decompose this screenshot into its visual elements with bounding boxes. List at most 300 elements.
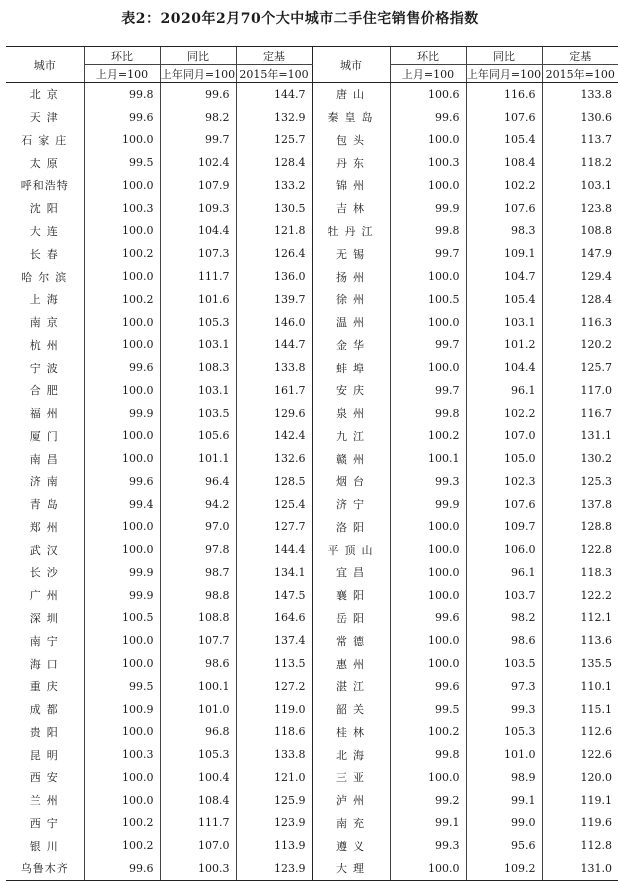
yoy-cell: 98.8 bbox=[160, 584, 236, 607]
base-cell: 128.5 bbox=[236, 470, 312, 493]
base-cell: 119.6 bbox=[542, 812, 618, 835]
yoy-cell: 105.6 bbox=[160, 424, 236, 447]
mom-cell: 99.8 bbox=[390, 402, 466, 425]
base-cell: 118.6 bbox=[236, 720, 312, 743]
city-cell: 太原 bbox=[29, 156, 64, 170]
city-cell: 无锡 bbox=[312, 242, 390, 265]
mom-sub-header: 上月=100 bbox=[84, 65, 160, 83]
city-cell: 济南 bbox=[29, 475, 64, 489]
mom-cell: 100.0 bbox=[390, 311, 466, 334]
base-cell: 147.9 bbox=[542, 242, 618, 265]
base-cell: 146.0 bbox=[236, 311, 312, 334]
city-cell: 泉州 bbox=[312, 402, 390, 425]
mom-cell: 100.2 bbox=[84, 288, 160, 311]
yoy-cell: 107.9 bbox=[160, 174, 236, 197]
mom-cell: 99.6 bbox=[390, 675, 466, 698]
base-cell: 137.4 bbox=[236, 629, 312, 652]
city-cell: 贵阳 bbox=[29, 725, 64, 739]
yoy-cell: 97.8 bbox=[160, 538, 236, 561]
city-cell: 唐山 bbox=[312, 83, 390, 106]
table-row bbox=[6, 333, 618, 356]
yoy-cell: 101.0 bbox=[160, 698, 236, 721]
table-row bbox=[6, 174, 618, 197]
mom-cell: 100.1 bbox=[390, 447, 466, 470]
base-cell: 123.9 bbox=[236, 857, 312, 880]
mom-cell: 99.9 bbox=[84, 584, 160, 607]
yoy-cell: 98.9 bbox=[466, 766, 542, 789]
yoy-cell: 101.1 bbox=[160, 447, 236, 470]
base-cell: 133.8 bbox=[236, 356, 312, 379]
base-cell: 122.6 bbox=[542, 743, 618, 766]
yoy-cell: 111.7 bbox=[160, 265, 236, 288]
yoy-cell: 96.4 bbox=[160, 470, 236, 493]
base-cell: 135.5 bbox=[542, 652, 618, 675]
mom-cell: 99.5 bbox=[390, 698, 466, 721]
mom-cell: 99.8 bbox=[84, 83, 160, 106]
table-row bbox=[6, 447, 618, 470]
base-sub-header: 2015年=100 bbox=[542, 65, 618, 83]
yoy-cell: 107.0 bbox=[160, 834, 236, 857]
table-row bbox=[6, 311, 618, 334]
yoy-cell: 103.7 bbox=[466, 584, 542, 607]
base-cell: 122.8 bbox=[542, 538, 618, 561]
city-cell: 银川 bbox=[29, 839, 64, 853]
base-cell: 133.2 bbox=[236, 174, 312, 197]
base-cell: 123.9 bbox=[236, 812, 312, 835]
city-cell: 丹东 bbox=[312, 151, 390, 174]
city-cell: 兰州 bbox=[29, 794, 64, 808]
city-cell: 包头 bbox=[312, 129, 390, 152]
yoy-cell: 99.0 bbox=[466, 812, 542, 835]
base-cell: 108.8 bbox=[542, 220, 618, 243]
yoy-cell: 98.3 bbox=[466, 220, 542, 243]
yoy-cell: 104.7 bbox=[466, 265, 542, 288]
table-row bbox=[6, 834, 618, 857]
base-cell: 119.0 bbox=[236, 698, 312, 721]
mom-cell: 99.4 bbox=[84, 493, 160, 516]
city-cell: 锦州 bbox=[312, 174, 390, 197]
city-cell: 徐州 bbox=[312, 288, 390, 311]
mom-cell: 100.0 bbox=[84, 311, 160, 334]
city-cell: 九江 bbox=[312, 424, 390, 447]
mom-cell: 100.0 bbox=[390, 652, 466, 675]
mom-sub-header: 上月=100 bbox=[390, 65, 466, 83]
base-cell: 144.7 bbox=[236, 333, 312, 356]
base-cell: 117.0 bbox=[542, 379, 618, 402]
city-cell: 南宁 bbox=[29, 634, 64, 648]
city-cell: 北京 bbox=[29, 88, 64, 102]
city-cell: 洛阳 bbox=[312, 516, 390, 539]
mom-cell: 100.2 bbox=[390, 720, 466, 743]
table-row bbox=[6, 106, 618, 129]
yoy-cell: 98.6 bbox=[160, 652, 236, 675]
mom-cell: 99.9 bbox=[84, 561, 160, 584]
yoy-cell: 102.3 bbox=[466, 470, 542, 493]
base-cell: 112.1 bbox=[542, 607, 618, 630]
mom-cell: 99.6 bbox=[84, 857, 160, 880]
yoy-cell: 99.7 bbox=[160, 129, 236, 152]
yoy-cell: 98.2 bbox=[160, 106, 236, 129]
yoy-column-header: 同比 bbox=[160, 47, 236, 65]
yoy-cell: 101.6 bbox=[160, 288, 236, 311]
city-cell: 长沙 bbox=[29, 566, 64, 580]
mom-cell: 100.3 bbox=[84, 743, 160, 766]
yoy-cell: 105.4 bbox=[466, 129, 542, 152]
yoy-cell: 109.1 bbox=[466, 242, 542, 265]
base-cell: 125.7 bbox=[236, 129, 312, 152]
mom-cell: 100.0 bbox=[390, 516, 466, 539]
mom-cell: 100.2 bbox=[84, 242, 160, 265]
city-cell: 岳阳 bbox=[312, 607, 390, 630]
base-cell: 130.6 bbox=[542, 106, 618, 129]
city-cell: 青岛 bbox=[29, 498, 64, 512]
city-cell: 赣州 bbox=[312, 447, 390, 470]
city-cell: 安庆 bbox=[312, 379, 390, 402]
city-cell: 石家庄 bbox=[21, 133, 73, 147]
city-cell: 济宁 bbox=[312, 493, 390, 516]
yoy-cell: 102.2 bbox=[466, 402, 542, 425]
mom-cell: 99.9 bbox=[390, 493, 466, 516]
yoy-cell: 108.4 bbox=[160, 789, 236, 812]
mom-cell: 99.9 bbox=[84, 402, 160, 425]
yoy-cell: 103.5 bbox=[160, 402, 236, 425]
mom-cell: 100.0 bbox=[84, 789, 160, 812]
mom-cell: 100.0 bbox=[84, 424, 160, 447]
mom-cell: 99.7 bbox=[390, 242, 466, 265]
mom-cell: 99.7 bbox=[390, 379, 466, 402]
mom-cell: 100.9 bbox=[84, 698, 160, 721]
base-cell: 125.7 bbox=[542, 356, 618, 379]
mom-cell: 100.0 bbox=[84, 379, 160, 402]
yoy-cell: 98.2 bbox=[466, 607, 542, 630]
yoy-cell: 105.3 bbox=[160, 311, 236, 334]
yoy-cell: 107.6 bbox=[466, 106, 542, 129]
base-cell: 132.6 bbox=[236, 447, 312, 470]
table-row bbox=[6, 379, 618, 402]
mom-cell: 99.6 bbox=[84, 470, 160, 493]
table-row bbox=[6, 857, 618, 880]
base-cell: 131.1 bbox=[542, 424, 618, 447]
city-cell: 沈阳 bbox=[29, 202, 64, 216]
mom-cell: 99.1 bbox=[390, 812, 466, 835]
yoy-cell: 103.5 bbox=[466, 652, 542, 675]
city-cell: 遵义 bbox=[312, 834, 390, 857]
base-cell: 123.8 bbox=[542, 197, 618, 220]
city-cell: 南充 bbox=[312, 812, 390, 835]
mom-cell: 100.2 bbox=[84, 812, 160, 835]
table-row bbox=[6, 675, 618, 698]
yoy-cell: 108.3 bbox=[160, 356, 236, 379]
yoy-sub-header: 上年同月=100 bbox=[160, 65, 236, 83]
city-cell: 杭州 bbox=[29, 338, 64, 352]
yoy-cell: 116.6 bbox=[466, 83, 542, 106]
table-row bbox=[6, 720, 618, 743]
table-row bbox=[6, 812, 618, 835]
base-cell: 125.3 bbox=[542, 470, 618, 493]
yoy-cell: 103.1 bbox=[466, 311, 542, 334]
price-index-table bbox=[6, 46, 618, 881]
city-cell: 深圳 bbox=[29, 611, 64, 625]
city-cell: 大理 bbox=[312, 857, 390, 880]
mom-cell: 100.0 bbox=[390, 356, 466, 379]
mom-cell: 100.3 bbox=[84, 197, 160, 220]
city-cell: 蚌埠 bbox=[312, 356, 390, 379]
city-cell: 秦皇岛 bbox=[312, 106, 390, 129]
table-row bbox=[6, 288, 618, 311]
city-cell: 西宁 bbox=[29, 816, 64, 830]
base-cell: 113.9 bbox=[236, 834, 312, 857]
city-cell: 扬州 bbox=[312, 265, 390, 288]
mom-cell: 100.6 bbox=[390, 83, 466, 106]
yoy-cell: 103.1 bbox=[160, 333, 236, 356]
base-cell: 116.7 bbox=[542, 402, 618, 425]
city-cell: 合肥 bbox=[29, 384, 64, 398]
table-row bbox=[6, 584, 618, 607]
city-cell: 金华 bbox=[312, 333, 390, 356]
table-row bbox=[6, 607, 618, 630]
table-row bbox=[6, 197, 618, 220]
table-row bbox=[6, 83, 618, 106]
yoy-cell: 99.1 bbox=[466, 789, 542, 812]
mom-cell: 100.0 bbox=[390, 629, 466, 652]
yoy-cell: 95.6 bbox=[466, 834, 542, 857]
mom-column-header: 环比 bbox=[84, 47, 160, 65]
base-cell: 137.8 bbox=[542, 493, 618, 516]
yoy-cell: 102.4 bbox=[160, 151, 236, 174]
yoy-cell: 106.0 bbox=[466, 538, 542, 561]
base-cell: 139.7 bbox=[236, 288, 312, 311]
city-cell: 成都 bbox=[29, 703, 64, 717]
yoy-cell: 105.3 bbox=[466, 720, 542, 743]
mom-cell: 100.0 bbox=[390, 561, 466, 584]
city-cell: 郑州 bbox=[29, 520, 64, 534]
table-row bbox=[6, 470, 618, 493]
city-cell: 上海 bbox=[29, 293, 64, 307]
city-cell: 宜昌 bbox=[312, 561, 390, 584]
mom-cell: 100.0 bbox=[84, 220, 160, 243]
yoy-cell: 109.2 bbox=[466, 857, 542, 880]
city-cell: 长春 bbox=[29, 247, 64, 261]
table-row bbox=[6, 789, 618, 812]
yoy-cell: 97.0 bbox=[160, 516, 236, 539]
yoy-cell: 100.3 bbox=[160, 857, 236, 880]
base-cell: 134.1 bbox=[236, 561, 312, 584]
city-cell: 南昌 bbox=[29, 452, 64, 466]
table-row bbox=[6, 561, 618, 584]
base-cell: 112.6 bbox=[542, 720, 618, 743]
mom-column-header: 环比 bbox=[390, 47, 466, 65]
city-cell: 西安 bbox=[29, 771, 64, 785]
mom-cell: 99.6 bbox=[84, 106, 160, 129]
base-cell: 113.6 bbox=[542, 629, 618, 652]
yoy-cell: 98.7 bbox=[160, 561, 236, 584]
mom-cell: 100.0 bbox=[84, 174, 160, 197]
yoy-cell: 105.4 bbox=[466, 288, 542, 311]
table-row bbox=[6, 220, 618, 243]
city-cell: 惠州 bbox=[312, 652, 390, 675]
city-cell: 重庆 bbox=[29, 680, 64, 694]
city-cell: 海口 bbox=[29, 657, 64, 671]
yoy-cell: 101.2 bbox=[466, 333, 542, 356]
base-cell: 112.8 bbox=[542, 834, 618, 857]
mom-cell: 100.5 bbox=[390, 288, 466, 311]
table-row bbox=[6, 766, 618, 789]
mom-cell: 100.0 bbox=[84, 129, 160, 152]
city-cell: 武汉 bbox=[29, 543, 64, 557]
mom-cell: 100.3 bbox=[390, 151, 466, 174]
mom-cell: 99.6 bbox=[390, 106, 466, 129]
city-cell: 北海 bbox=[312, 743, 390, 766]
yoy-cell: 100.4 bbox=[160, 766, 236, 789]
mom-cell: 100.0 bbox=[390, 265, 466, 288]
city-cell: 宁波 bbox=[29, 361, 64, 375]
mom-cell: 100.0 bbox=[390, 174, 466, 197]
table-row bbox=[6, 402, 618, 425]
base-cell: 128.4 bbox=[542, 288, 618, 311]
yoy-cell: 107.0 bbox=[466, 424, 542, 447]
table-row bbox=[6, 151, 618, 174]
city-cell: 牡丹江 bbox=[312, 220, 390, 243]
city-cell: 昆明 bbox=[29, 748, 64, 762]
table-body bbox=[6, 83, 618, 881]
city-cell: 襄阳 bbox=[312, 584, 390, 607]
base-cell: 129.6 bbox=[236, 402, 312, 425]
base-cell: 144.7 bbox=[236, 83, 312, 106]
table-row bbox=[6, 538, 618, 561]
yoy-cell: 107.6 bbox=[466, 493, 542, 516]
base-cell: 131.0 bbox=[542, 857, 618, 880]
base-cell: 133.8 bbox=[542, 83, 618, 106]
base-cell: 130.2 bbox=[542, 447, 618, 470]
yoy-cell: 102.2 bbox=[466, 174, 542, 197]
mom-cell: 100.0 bbox=[390, 129, 466, 152]
base-cell: 127.7 bbox=[236, 516, 312, 539]
mom-cell: 100.2 bbox=[390, 424, 466, 447]
base-cell: 142.4 bbox=[236, 424, 312, 447]
base-cell: 136.0 bbox=[236, 265, 312, 288]
base-cell: 120.2 bbox=[542, 333, 618, 356]
base-cell: 110.1 bbox=[542, 675, 618, 698]
table-row bbox=[6, 129, 618, 152]
base-cell: 147.5 bbox=[236, 584, 312, 607]
yoy-cell: 98.6 bbox=[466, 629, 542, 652]
mom-cell: 99.8 bbox=[390, 743, 466, 766]
table-row bbox=[6, 242, 618, 265]
base-cell: 115.1 bbox=[542, 698, 618, 721]
base-cell: 128.4 bbox=[236, 151, 312, 174]
table-row bbox=[6, 356, 618, 379]
city-cell: 福州 bbox=[29, 407, 64, 421]
city-cell: 平顶山 bbox=[312, 538, 390, 561]
base-cell: 103.1 bbox=[542, 174, 618, 197]
city-cell: 湛江 bbox=[312, 675, 390, 698]
yoy-cell: 94.2 bbox=[160, 493, 236, 516]
mom-cell: 100.0 bbox=[84, 652, 160, 675]
yoy-cell: 96.1 bbox=[466, 379, 542, 402]
base-cell: 133.8 bbox=[236, 743, 312, 766]
mom-cell: 100.0 bbox=[84, 629, 160, 652]
mom-cell: 100.0 bbox=[84, 516, 160, 539]
base-cell: 122.2 bbox=[542, 584, 618, 607]
mom-cell: 100.0 bbox=[84, 447, 160, 470]
city-column-header: 城市 bbox=[312, 47, 390, 83]
yoy-cell: 109.7 bbox=[466, 516, 542, 539]
table-title: 表2：2020年2月70个大中城市二手住宅销售价格指数 bbox=[121, 11, 479, 27]
base-cell: 144.4 bbox=[236, 538, 312, 561]
yoy-cell: 103.1 bbox=[160, 379, 236, 402]
yoy-cell: 99.6 bbox=[160, 83, 236, 106]
yoy-cell: 109.3 bbox=[160, 197, 236, 220]
base-cell: 121.0 bbox=[236, 766, 312, 789]
base-cell: 113.7 bbox=[542, 129, 618, 152]
base-cell: 164.6 bbox=[236, 607, 312, 630]
city-cell: 呼和浩特 bbox=[20, 179, 69, 193]
base-cell: 129.4 bbox=[542, 265, 618, 288]
mom-cell: 99.5 bbox=[84, 151, 160, 174]
yoy-cell: 104.4 bbox=[466, 356, 542, 379]
yoy-cell: 107.7 bbox=[160, 629, 236, 652]
mom-cell: 100.0 bbox=[390, 538, 466, 561]
base-column-header: 定基 bbox=[542, 47, 618, 65]
yoy-sub-header: 上年同月=100 bbox=[466, 65, 542, 83]
city-cell: 吉林 bbox=[312, 197, 390, 220]
city-cell: 大连 bbox=[29, 224, 64, 238]
base-cell: 127.2 bbox=[236, 675, 312, 698]
base-cell: 128.8 bbox=[542, 516, 618, 539]
mom-cell: 100.0 bbox=[84, 333, 160, 356]
mom-cell: 99.6 bbox=[390, 607, 466, 630]
base-cell: 130.5 bbox=[236, 197, 312, 220]
city-cell: 韶关 bbox=[312, 698, 390, 721]
yoy-cell: 105.0 bbox=[466, 447, 542, 470]
city-cell: 温州 bbox=[312, 311, 390, 334]
mom-cell: 100.0 bbox=[84, 720, 160, 743]
table-row bbox=[6, 698, 618, 721]
yoy-cell: 108.4 bbox=[466, 151, 542, 174]
city-cell: 三亚 bbox=[312, 766, 390, 789]
mom-cell: 99.8 bbox=[390, 220, 466, 243]
base-cell: 125.9 bbox=[236, 789, 312, 812]
base-cell: 121.8 bbox=[236, 220, 312, 243]
mom-cell: 99.5 bbox=[84, 675, 160, 698]
yoy-column-header: 同比 bbox=[466, 47, 542, 65]
base-cell: 118.2 bbox=[542, 151, 618, 174]
mom-cell: 99.9 bbox=[390, 197, 466, 220]
mom-cell: 100.2 bbox=[84, 834, 160, 857]
city-cell: 泸州 bbox=[312, 789, 390, 812]
city-cell: 厦门 bbox=[29, 429, 64, 443]
city-cell: 桂林 bbox=[312, 720, 390, 743]
base-column-header: 定基 bbox=[236, 47, 312, 65]
table-row bbox=[6, 652, 618, 675]
mom-cell: 100.0 bbox=[390, 766, 466, 789]
city-cell: 烟台 bbox=[312, 470, 390, 493]
city-cell: 乌鲁木齐 bbox=[6, 857, 84, 880]
yoy-cell: 105.3 bbox=[160, 743, 236, 766]
mom-cell: 100.0 bbox=[390, 584, 466, 607]
base-cell: 120.0 bbox=[542, 766, 618, 789]
mom-cell: 100.5 bbox=[84, 607, 160, 630]
mom-cell: 99.3 bbox=[390, 470, 466, 493]
mom-cell: 100.0 bbox=[84, 538, 160, 561]
yoy-cell: 101.0 bbox=[466, 743, 542, 766]
yoy-cell: 99.3 bbox=[466, 698, 542, 721]
yoy-cell: 96.1 bbox=[466, 561, 542, 584]
table-row bbox=[6, 265, 618, 288]
base-cell: 125.4 bbox=[236, 493, 312, 516]
base-sub-header: 2015年=100 bbox=[236, 65, 312, 83]
yoy-cell: 97.3 bbox=[466, 675, 542, 698]
